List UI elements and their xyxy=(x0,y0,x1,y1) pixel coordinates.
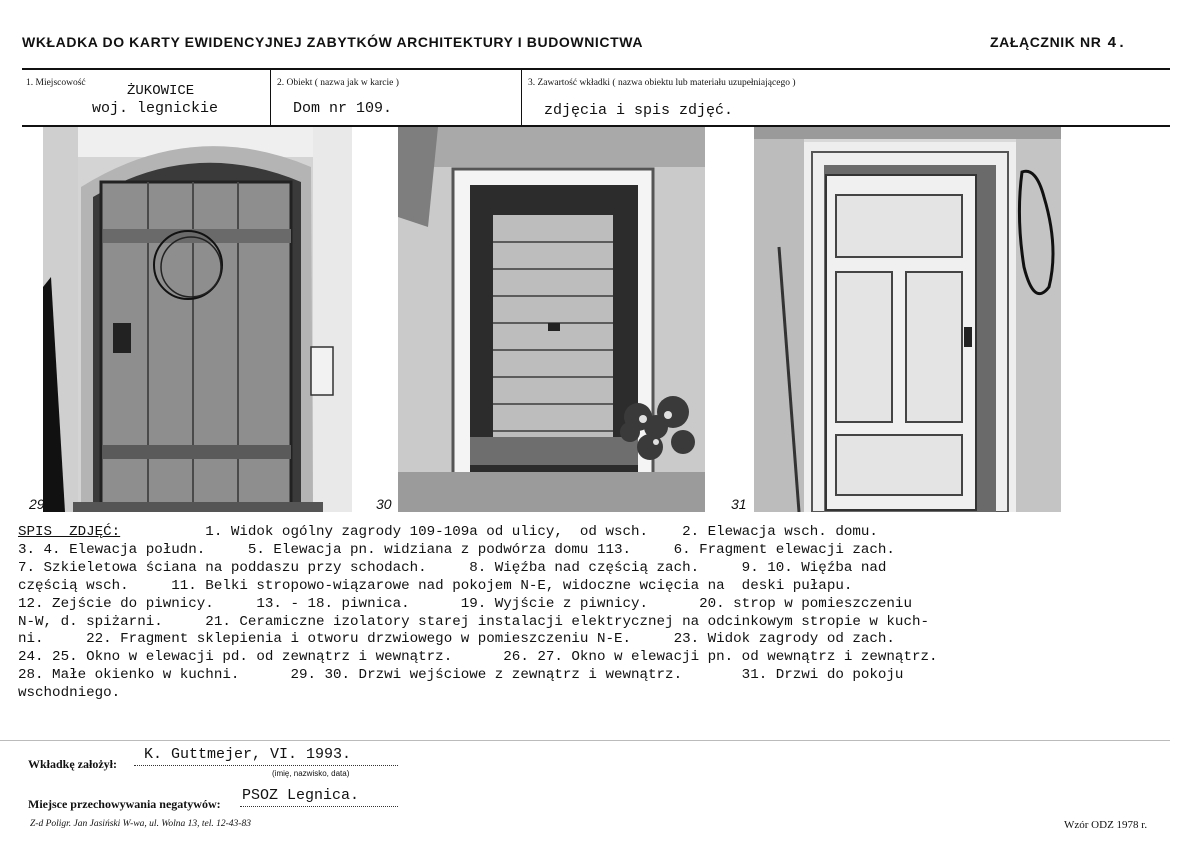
footer-rule xyxy=(0,740,1170,741)
attachment-value: 4. xyxy=(1107,35,1127,52)
founder-hint: (imię, nazwisko, data) xyxy=(272,769,350,778)
photo-29-number: 29 xyxy=(29,496,45,512)
photo-list-line-1: 1. Widok ogólny zagrody 109-109a od ulicy, od wsch. 2. Elewacja wsch. domu. xyxy=(120,524,878,540)
photo-list-line-10: wschodniego. xyxy=(18,685,121,702)
photo-list-line-6: N-W, d. spiżarni. 21. Ceramiczne izolatory starej instalacji elektrycznej na odcinkowym stropie w kuch- xyxy=(18,613,929,630)
form-model: Wzór ODZ 1978 r. xyxy=(1064,819,1148,831)
photo-list-line-5: 12. Zejście do piwnicy. 13. - 18. piwnica. 19. Wyjście z piwnicy. 20. strop w pomieszczeniu xyxy=(18,595,912,612)
location-value-region: woj. legnickie xyxy=(92,100,219,117)
content-label: 3. Zawartość wkładki ( nazwa obiektu lub materiału uzupełniającego ) xyxy=(528,78,796,88)
object-value: Dom nr 109. xyxy=(293,100,393,117)
photo-list-line-3: 7. Szkieletowa ściana na poddaszu przy schodach. 8. Więźba nad częścią zach. 9. 10. Więźba nad xyxy=(18,559,887,576)
printer-info: Z-d Poligr. Jan Jasiński W-wa, ul. Wolna 13, tel. 12-43-83 xyxy=(30,819,251,829)
photo-list-line-2: 3. 4. Elewacja połudn. 5. Elewacja pn. widziana z podwórza domu 113. 6. Fragment elewacji zach. xyxy=(18,541,895,558)
photo-list xyxy=(18,524,1188,703)
field-divider-2 xyxy=(521,70,522,125)
negatives-dotted-line xyxy=(240,806,398,807)
photo-30-number: 30 xyxy=(376,496,392,512)
object-label: 2. Obiekt ( nazwa jak w karcie ) xyxy=(277,78,399,88)
header-rule xyxy=(22,68,1170,70)
form-title: WKŁADKA DO KARTY EWIDENCYJNEJ ZABYTKÓW ARCHITEKTURY I BUDOWNICTWA xyxy=(22,34,644,50)
photo-list-line-4: częścią wsch. 11. Belki stropowo-wiązarowe nad pokojem N-E, widoczne wcięcia na deski pułapu. xyxy=(18,577,853,594)
photo-list-line-9: 28. Małe okienko w kuchni. 29. 30. Drzwi wejściowe z zewnątrz i wewnątrz. 31. Drzwi do pokoju xyxy=(18,667,904,684)
photo-list-line-7: ni. 22. Fragment sklepienia i otworu drzwiowego w pomieszczeniu N-E. 23. Widok zagrody od zach. xyxy=(18,631,895,648)
attachment-number xyxy=(990,34,1127,52)
negatives-label: Miejsce przechowywania negatywów: xyxy=(28,797,221,811)
founder-dotted-line xyxy=(134,765,398,766)
photo-29-door-exterior xyxy=(43,127,352,512)
photo-30-door-interior xyxy=(398,127,705,512)
photo-list-heading: SPIS ZDJĘĆ: xyxy=(18,524,121,540)
photo-31-number: 31 xyxy=(731,496,747,512)
photo-31-room-door xyxy=(754,127,1061,512)
negatives-value: PSOZ Legnica. xyxy=(242,787,360,804)
founder-label: Wkładkę założył: xyxy=(28,757,117,771)
location-label: 1. Miejscowość xyxy=(26,78,86,88)
field-divider-1 xyxy=(270,70,271,125)
content-value: zdjęcia i spis zdjęć. xyxy=(544,102,734,119)
location-value-town: ŻUKOWICE xyxy=(127,83,195,99)
attachment-label: ZAŁĄCZNIK NR xyxy=(990,34,1102,50)
founder-value: K. Guttmejer, VI. 1993. xyxy=(144,746,352,763)
photo-list-line-8: 24. 25. Okno w elewacji pd. od zewnątrz i wewnątrz. 26. 27. Okno w elewacji pn. od wewnątrz i zewnątrz. xyxy=(18,649,938,666)
